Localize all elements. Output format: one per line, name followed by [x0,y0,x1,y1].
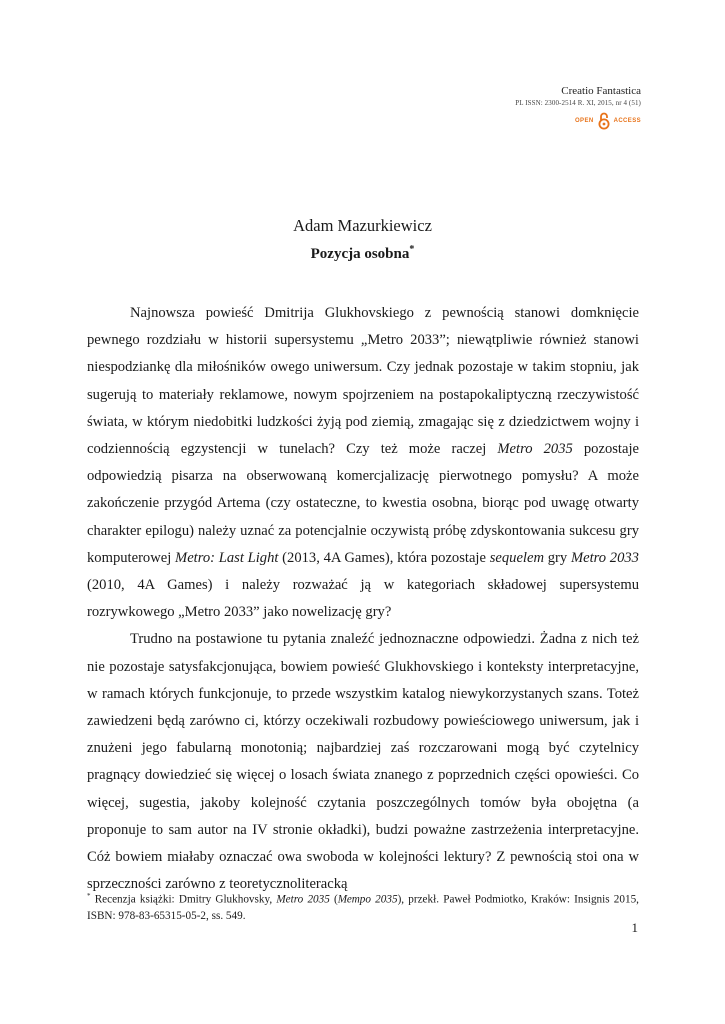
text-run: (2013, 4A Games), która pozostaje [278,549,490,566]
body-paragraph [87,300,639,626]
open-access-left-label: OPEN [574,118,594,124]
footnote-italic: Метро 2035 [337,893,398,906]
article-title [0,244,725,263]
open-access-lock-icon [598,112,610,130]
journal-header [515,84,641,130]
open-access-logo [515,112,641,130]
footnote-text: ), przekł. Paweł Podmiotko, Kraków: Insignis 2015, ISBN: 978-83-65315-05-2, ss. 549. [87,893,639,922]
italic-title: Metro 2035 [497,441,573,458]
text-run: (2010, 4A Games) i należy rozważać ją w kategoriach składowej supersystemu rozrywkowego „Metro 2033” jako nowelizację gry? [87,577,639,621]
footnote-text: Recenzja książki: Dmitry Glukhovsky, [90,893,277,906]
text-run: Trudno na postawione tu pytania znaleźć jednoznaczne odpowiedzi. Żadna z nich też nie pozostaje satysfakcjonująca, bowiem powieść Glukhovskiego i konteksty interpretacyjne, w ramach których funkcjonuje, to przede wszystkim katalog niewykorzystanych szans. Toteż zawiedzeni będą zarówno ci, którzy oczekiwali rozbudowy powieściowego uniwersum, jak i znużeni jego fabularną monotonią; najbardziej zaś rozczarowani mogą być czytelnicy pragnący dowiedzieć się więcej o losach świata znanego z poprzednich części opowieści. Co więcej, sugestia, jakoby kolejność czytania poszczególnych tomów była obojętna (a proponuje to sam autor na IV stronie okładki), budzi poważne zastrzeżenia interpretacyjne. Cóż bowiem miałaby oznaczać owa swoboda w kolejności lektury? Z pewnością stoi ona w sprzeczności zarówno z teoretycznoliteracką [87,631,639,893]
article-author: Adam Mazurkiewicz [293,216,432,235]
footnote [87,888,639,924]
journal-issn: PL ISSN: 2300-2514 R. XI, 2015, nr 4 (51) [515,99,641,107]
text-run: pozostaje odpowiedzią pisarza na obserwowaną komercjalizację pierwotnego pomysłu? A może zakończenie przygód Artema (czy ostateczne, to kwestia osobna, biorąc pod uwagę otwarty charakter epilogu) należy uznać za potencjalnie oczywistą próbę zdyskontowania sukcesu gry komputerowej [87,441,639,566]
text-run: Najnowsza powieść Dmitrija Glukhovskiego z pewnością stanowi domknięcie pewnego rozdziału w historii supersystemu „Metro 2033”; niewątpliwie również stanowi niespodziankę dla miłośników owego uniwersum. Czy jednak pozostaje w takim stopniu, jak sugerują to materiały reklamowe, nowym spojrzeniem na postapokaliptyczną rzeczywistość świata, w którym niedobitki ludzkości żyją pod ziemią, zmagając się z dziedzictwem wojny i codziennością egzystencji w tunelach? Czy też może raczej [87,305,639,458]
body-paragraph [87,626,639,898]
article-body [87,300,639,898]
footnote-marker: * [409,244,415,255]
open-access-right-label: ACCESS [613,118,641,124]
footnote-italic: Metro 2035 [276,893,330,906]
page-number: 1 [631,920,638,935]
journal-name: Creatio Fantastica [561,85,641,97]
italic-title: Metro 2033 [570,549,639,566]
footnote-mark: * [87,892,91,900]
article-title-text: Pozycja osobna [310,246,410,262]
italic-title: Metro: Last Light [175,549,279,566]
footnote-text: ( [329,893,338,906]
text-run: gry [544,549,571,566]
italic-title: sequelem [489,549,545,566]
